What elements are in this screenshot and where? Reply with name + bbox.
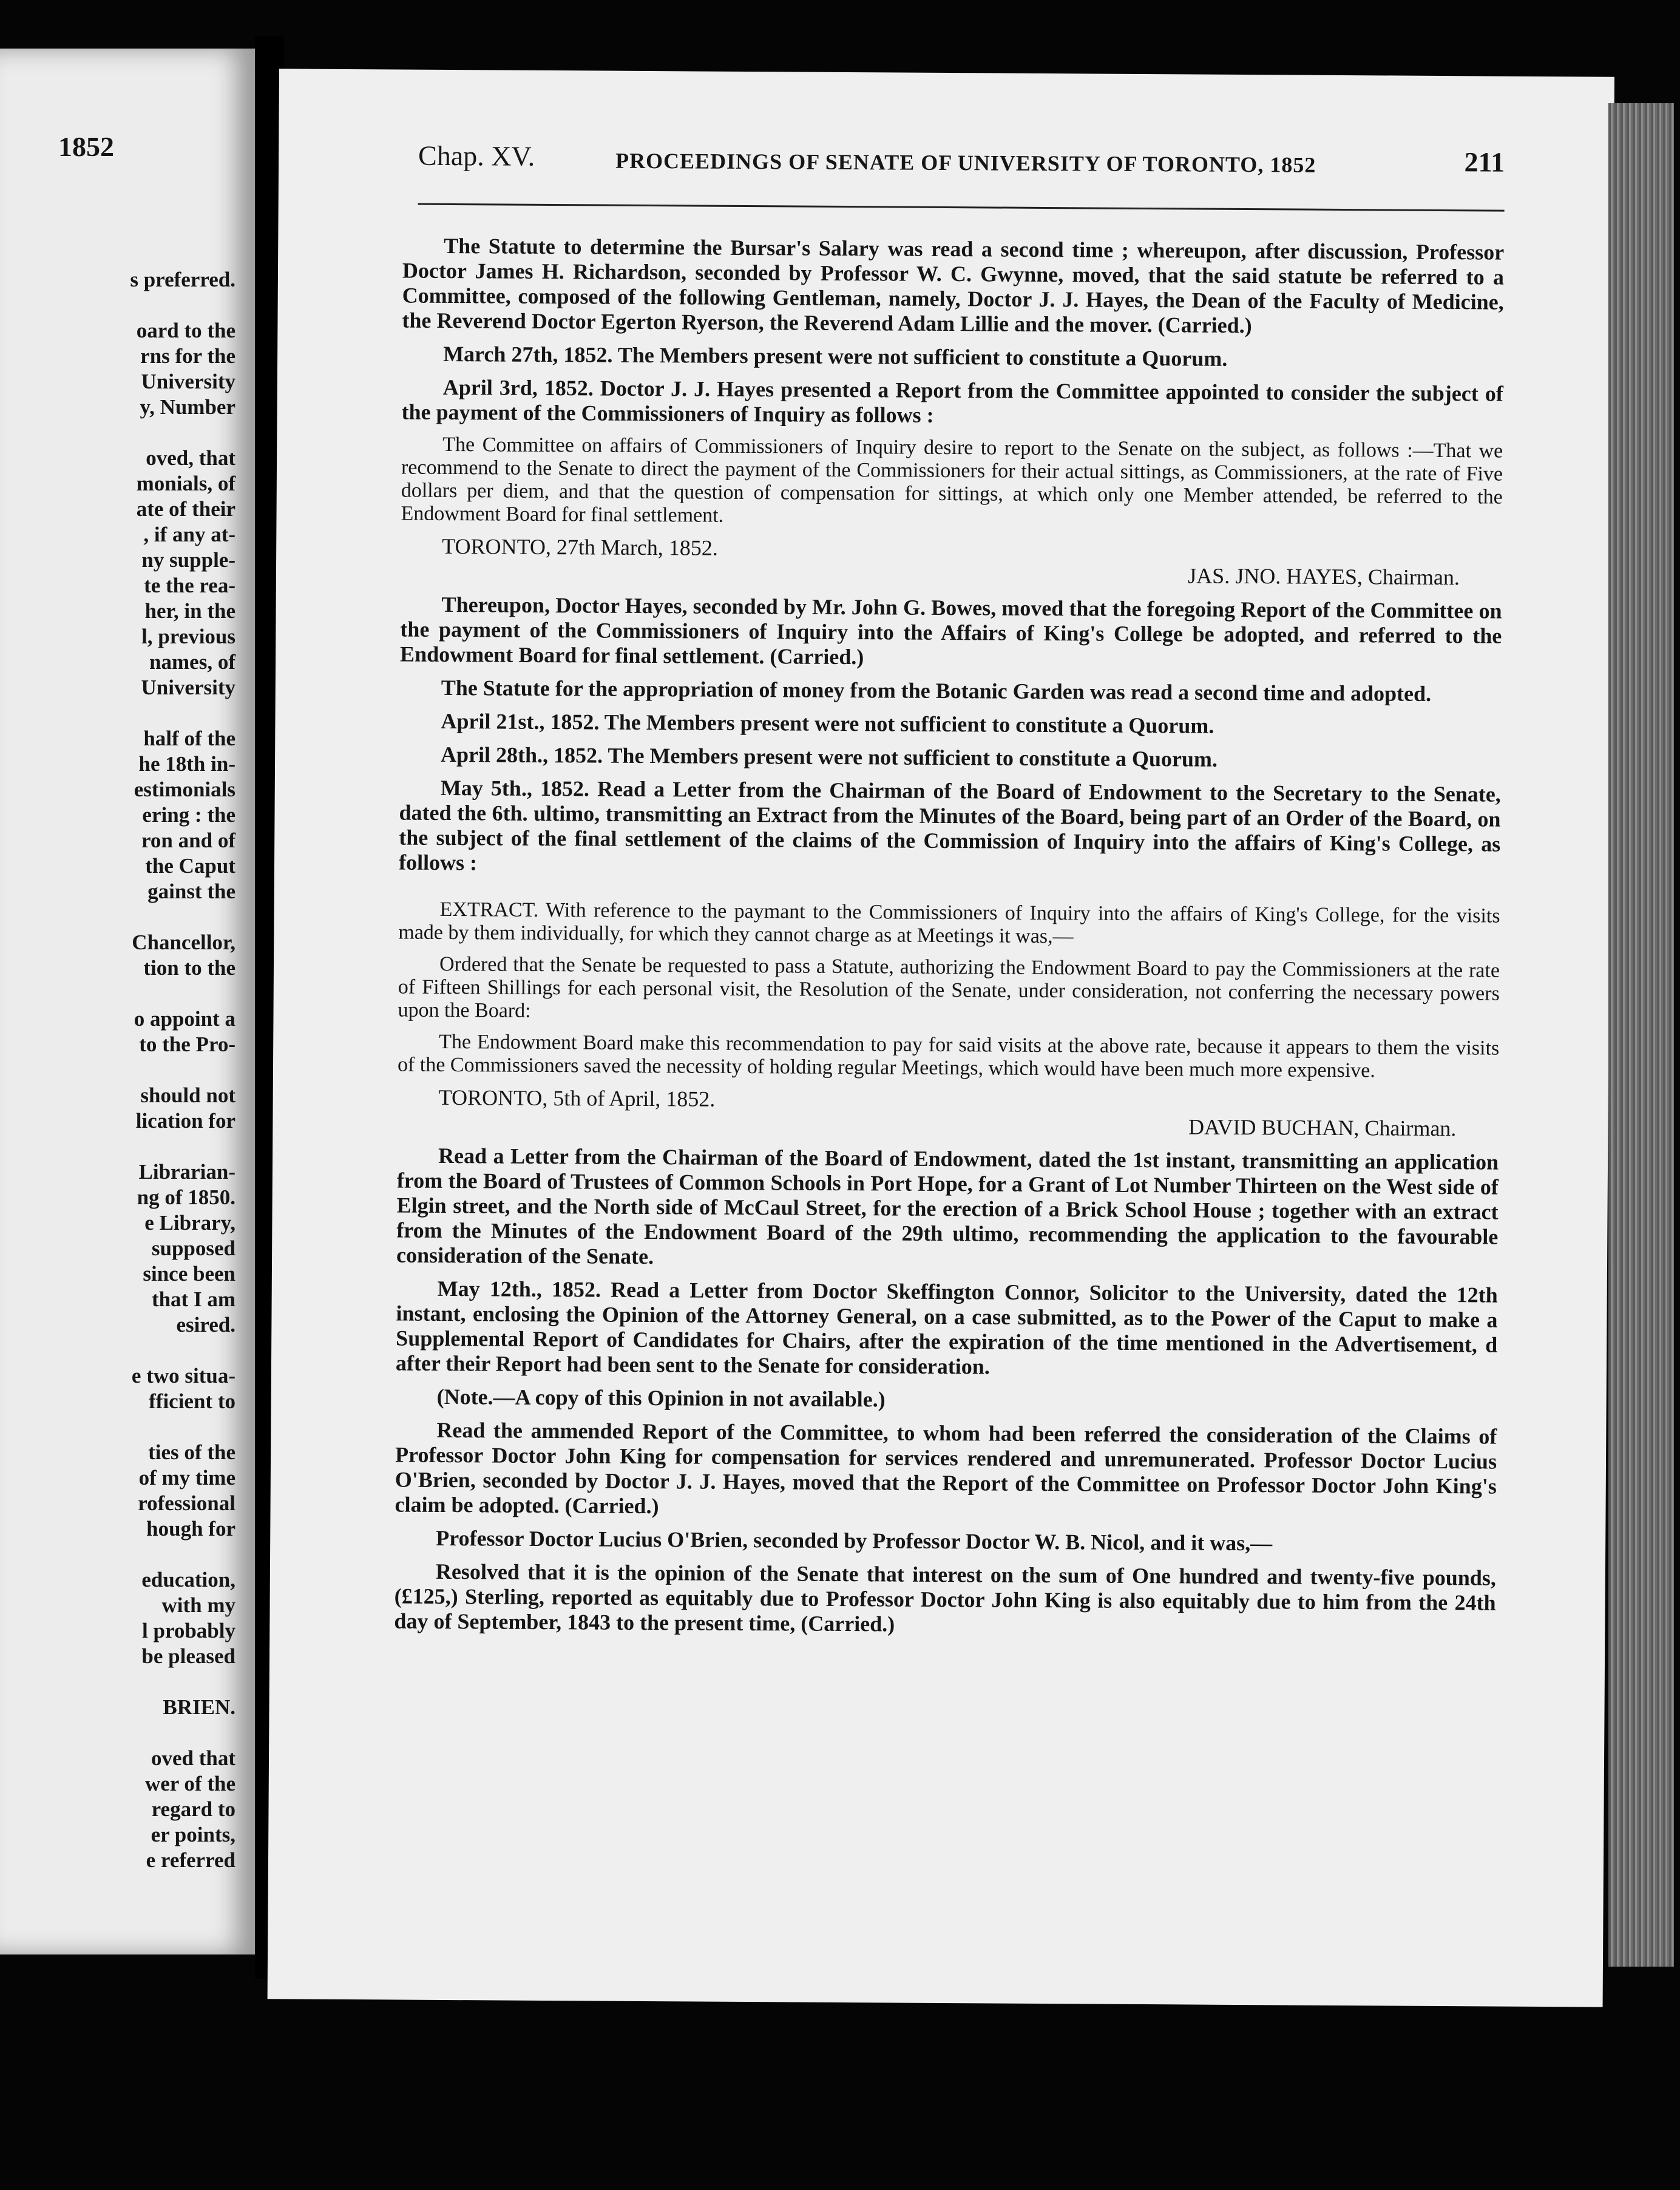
facing-page-line: [0, 1057, 235, 1083]
facing-page-line: wer of the: [144, 1772, 235, 1795]
facing-page-year: 1852: [58, 131, 114, 162]
facing-page-line: University: [141, 676, 235, 699]
facing-page-line: rns for the: [140, 344, 235, 368]
facing-page-line: [0, 293, 235, 318]
facing-page-line: er points,: [151, 1823, 235, 1846]
facing-page-line: oved, that: [146, 446, 235, 470]
page-211: [268, 69, 1614, 2007]
facing-page-line: y, Number: [140, 395, 235, 419]
facing-page-line: Librarian-: [138, 1160, 235, 1184]
facing-page-line: l, previous: [141, 625, 235, 648]
report-commissioners: The Committee on affairs of Commissioners of Inquiry desire to report to the Senate on the subject, as follows :—That we recommend to the Senate to direct the payment of the Commissioners for their actual sittings, as Commissioners, at the rate of Five dollars per diem, and that the question of compensation for sittings, at which only one Member attended, be referred to the Endowment Board for final settlement.: [401, 433, 1503, 527]
facing-page-line: the Caput: [145, 854, 235, 878]
report-signature: JAS. JNO. HAYES, Chairman.: [1188, 563, 1460, 590]
paragraph-resolved: Resolved that it is the opinion of the Senate that interest on the sum of One hundred and twenty-five pounds, (£125,) Sterling, reported as equitably due to Professor Doctor John King is also equitably due to him from the 24th day of September, 1843 to the present time, (Carried.): [394, 1559, 1496, 1636]
facing-page-line: e referred: [146, 1848, 235, 1872]
facing-page-line: ering : the: [142, 803, 235, 827]
facing-page-line: supposed: [151, 1236, 235, 1260]
facing-page-line: e two situa-: [131, 1364, 235, 1388]
facing-page-line: should not: [140, 1083, 235, 1107]
facing-page-line: lication for: [135, 1109, 235, 1133]
extract-paragraph: EXTRACT. With reference to the paymant to the Commissioners of Inquiry into the affairs of King's College, for the visits made by them individually, for which they cannot charge as at Meetings it was,—: [398, 898, 1500, 948]
facing-page-line: [0, 1720, 235, 1746]
facing-page-line: tion to the: [143, 956, 235, 980]
facing-page-line: [0, 700, 235, 726]
paragraph-note: (Note.—A copy of this Opinion in not available.): [436, 1384, 886, 1412]
facing-page-line: ties of the: [148, 1440, 235, 1464]
facing-page-line: [0, 1338, 235, 1363]
facing-page-line: oard to the: [136, 319, 235, 342]
paragraph-april-21: April 21st., 1852. The Members present were not sufficient to constitute a Quorum.: [441, 708, 1214, 738]
extract-ordered: Ordered that the Senate be requested to pass a Statute, authorizing the Endowment Board to pay the Commissioners at the rate of Fifteen Shillings for each personal visit, the Resolution of the Senate, under consideration, not conferring the necessary powers upon the Board:: [398, 952, 1500, 1022]
paragraph-march-27: March 27th, 1852. The Members present were not sufficient to constitute a Quorum.: [443, 341, 1228, 371]
facing-page-line: be pleased: [141, 1644, 235, 1668]
facing-page-line: [0, 1134, 235, 1159]
facing-page-line: Chancellor,: [132, 931, 235, 954]
facing-page-line: gainst the: [147, 880, 235, 903]
extract-signature: DAVID BUCHAN, Chairman.: [1188, 1114, 1457, 1141]
paragraph-obrien-motion: Professor Doctor Lucius O'Brien, seconded by Professor Doctor W. B. Nicol, and it was,—: [436, 1525, 1273, 1556]
facing-page-line: half of the: [143, 727, 235, 750]
extract-place-date: TORONTO, 5th of April, 1852.: [438, 1085, 716, 1111]
paragraph-port-hope: Read a Letter from the Chairman of the Board of Endowment, dated the 1st instant, transmitting an application from the Board of Trustees of Common Schools in Port Hope, for a Grant of Lot Number Thirteen on the West side of Elgin street, and the North side of McCaul Street, for the erection of a Brick School House ; together with an extract from the Minutes of the Endowment Board of the 29th ultimo, recommending the application to the favourable consideration of the Senate.: [396, 1143, 1499, 1269]
facing-page-line: estimonials: [134, 778, 235, 801]
facing-page-line: he 18th in-: [138, 752, 235, 776]
facing-page-line: hough for: [146, 1517, 235, 1541]
facing-page-line: to the Pro-: [139, 1032, 235, 1056]
paragraph-hayes-motion: Thereupon, Doctor Hayes, seconded by Mr. John G. Bowes, moved that the foregoing Report of the Committee on the payment of the Commissioners of Inquiry into the Affairs of King's College be adopted, and referred to the Endowment Board for final settlement. (Carried.): [400, 592, 1502, 670]
paragraph-botanic-garden: The Statute for the appropriation of money from the Botanic Garden was read a second time and adopted.: [441, 675, 1432, 706]
facing-page-line: with my: [161, 1593, 235, 1617]
page-number: 211: [1464, 146, 1505, 178]
paragraph-may-12: May 12th., 1852. Read a Letter from Doctor Skeffington Connor, Solicitor to the University, dated the 12th instant, enclosing the Opinion of the Attorney General, on a case submitted, as to the Power of the Caput to make a Supplemental Report of Candidates for Chairs, after the expiration of the time mentioned in the Advertisement, d after their Report had been sent to the Senate for consideration.: [395, 1276, 1498, 1379]
facing-page-line: oved that: [151, 1746, 235, 1770]
facing-page-line: names, of: [149, 650, 235, 674]
facing-page-line: since been: [143, 1262, 235, 1286]
running-title: PROCEEDINGS OF SENATE OF UNIVERSITY OF TORONTO, 1852: [615, 148, 1316, 177]
paragraph-may-5: May 5th., 1852. Read a Letter from the Chairman of the Board of Endowment to the Secretary to the Senate, dated the 6th. ultimo, transmitting an Extract from the Minutes of the Board, being part of an Order of the Board, on the subject of the final settlement of the claims of the Commission of Inquiry into the affairs of King's College, as follows :: [398, 775, 1501, 875]
facing-page-line: ron and of: [141, 829, 235, 852]
facing-page-line: that I am: [151, 1287, 235, 1311]
facing-page-line: ng of 1850.: [137, 1185, 235, 1209]
facing-page-line: [0, 904, 235, 930]
facing-page-line: [0, 1414, 235, 1440]
facing-page-line: ate of their: [136, 497, 235, 521]
paragraph-april-28: April 28th., 1852. The Members present were not sufficient to constitute a Quorum.: [441, 742, 1218, 771]
facing-page-line: her, in the: [144, 599, 235, 623]
facing-page-line: s preferred.: [130, 268, 235, 291]
facing-page-line: [0, 420, 235, 446]
header-rule: [418, 203, 1505, 212]
facing-page-line: monials, of: [136, 472, 235, 495]
facing-page-line: l probably: [142, 1619, 235, 1642]
facing-page-line: ny supple-: [141, 548, 235, 572]
extract-recommendation: The Endowment Board make this recommendation to pay for said visits at the above rate, because it appears to them the visits of the Commissioners saved the necessity of holding regular Meetings, which would have been much more expensive.: [397, 1030, 1500, 1082]
facing-page-line: of my time: [138, 1466, 235, 1490]
facing-page-line: [0, 1542, 235, 1567]
facing-page-line: o appoint a: [134, 1007, 235, 1031]
facing-page-line: regard to: [151, 1797, 235, 1821]
facing-page-line: , if any at-: [143, 523, 235, 546]
facing-page-line: esired.: [176, 1313, 235, 1337]
facing-page-fragment: [0, 49, 255, 1954]
page-edges: [1608, 103, 1674, 1967]
facing-page-text: [0, 267, 235, 1873]
report-place-date: TORONTO, 27th March, 1852.: [442, 534, 718, 560]
facing-page-line: [0, 1669, 235, 1695]
facing-page-line: education,: [141, 1568, 235, 1592]
page-header: [418, 140, 1505, 189]
paragraph-bursar-statute: The Statute to determine the Bursar's Salary was read a second time ; whereupon, after discussion, Professor Doctor James H. Richardson, seconded by Professor W. C. Gwynne, moved, that the said statute be referred to a Committee, composed of the following Gentleman, namely, Doctor J. J. Hayes, the Dean of the Faculty of Medicine, the Reverend Doctor Egerton Ryerson, the Reverend Adam Lillie and the mover. (Carried.): [402, 233, 1505, 338]
facing-page-line: fficient to: [149, 1389, 235, 1413]
chapter-label: Chap. XV.: [418, 140, 535, 172]
facing-page-line: BRIEN.: [163, 1695, 235, 1719]
facing-page-line: e Library,: [144, 1211, 235, 1235]
facing-page-line: University: [141, 370, 235, 393]
facing-page-line: te the rea-: [144, 574, 235, 597]
facing-page-line: [0, 981, 235, 1006]
page-body: [394, 234, 1504, 1649]
paragraph-april-3: April 3rd, 1852. Doctor J. J. Hayes presented a Report from the Committee appointed to consider the subject of the payment of the Commissioners of Inquiry as follows :: [401, 375, 1503, 427]
paragraph-king-report: Read the ammended Report of the Committee, to whom had been referred the consideration of the Claims of Professor Doctor John King for compensation for services rendered and unremunerated. Professor Doctor Lucius O'Brien, seconded by Doctor J. J. Hayes, moved that the Report of the Committee on Professor Doctor John King's claim be adopted. (Carried.): [395, 1417, 1497, 1519]
facing-page-line: rofessional: [138, 1491, 235, 1515]
